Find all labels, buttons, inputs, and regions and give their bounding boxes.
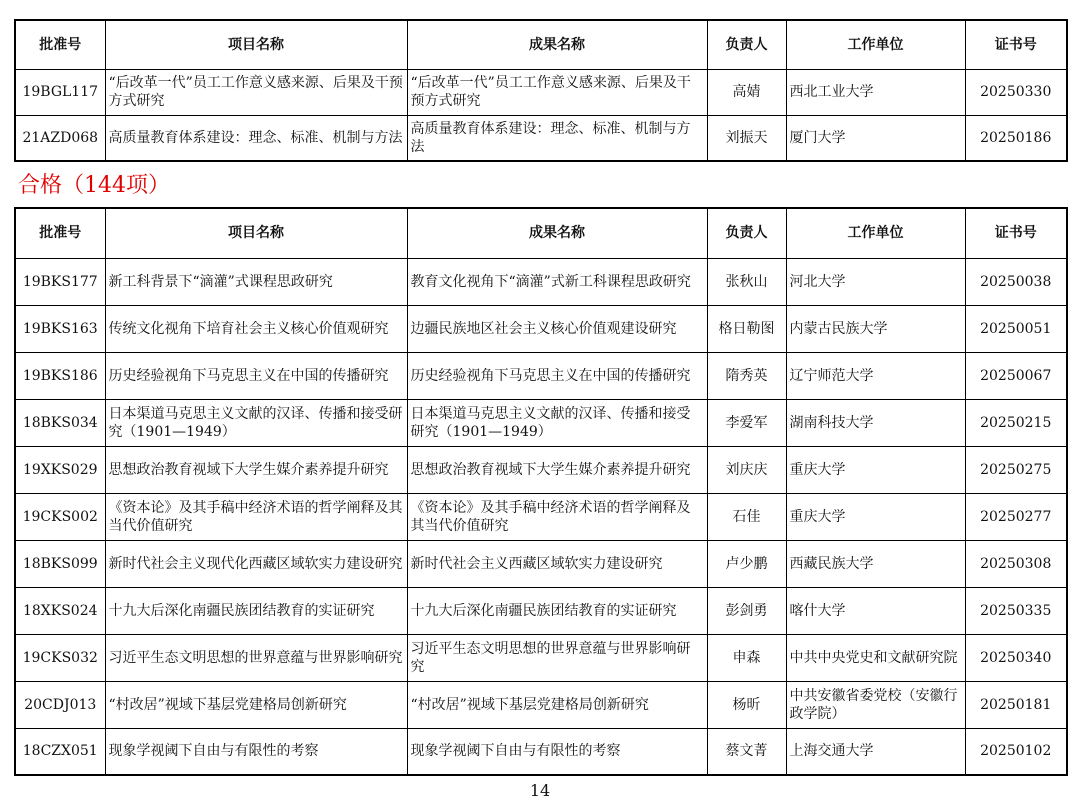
leader-cell: 卢少鹏 (707, 540, 786, 587)
header-result-name: 成果名称 (407, 208, 707, 258)
table-row (15, 115, 1067, 161)
unit-cell: 西藏民族大学 (786, 540, 965, 587)
header-leader: 负责人 (707, 20, 786, 69)
leader-cell: 石佳 (707, 493, 786, 540)
approval-no-cell: 19BGL117 (15, 69, 105, 115)
table-row (15, 258, 1067, 305)
approval-no-cell: 18BKS099 (15, 540, 105, 587)
result-name-cell: 边疆民族地区社会主义核心价值观建设研究 (407, 305, 707, 352)
result-name-cell: 《资本论》及其手稿中经济术语的哲学阐释及其当代价值研究 (407, 493, 707, 540)
unit-cell: 重庆大学 (786, 446, 965, 493)
table-row (15, 587, 1067, 634)
approval-no-cell: 18XKS024 (15, 587, 105, 634)
approval-no-cell: 18BKS034 (15, 399, 105, 446)
result-name-cell: “后改革一代”员工工作意义感来源、后果及干预方式研究 (407, 69, 707, 115)
unit-cell: 中共安徽省委党校（安徽行政学院） (786, 681, 965, 728)
table-row (15, 305, 1067, 352)
approval-no-cell: 19BKS186 (15, 352, 105, 399)
header-approval-no: 批准号 (15, 208, 105, 258)
unit-cell: 辽宁师范大学 (786, 352, 965, 399)
result-name-cell: 日本渠道马克思主义文献的汉译、传播和接受研究（1901—1949） (407, 399, 707, 446)
unit-cell: 内蒙古民族大学 (786, 305, 965, 352)
table-row (15, 352, 1067, 399)
leader-cell: 申森 (707, 634, 786, 681)
project-name-cell: 高质量教育体系建设：理念、标准、机制与方法 (105, 115, 407, 161)
leader-cell: 张秋山 (707, 258, 786, 305)
header-project-name: 项目名称 (105, 208, 407, 258)
header-unit: 工作单位 (786, 20, 965, 69)
table-row (15, 493, 1067, 540)
project-name-cell: 现象学视阈下自由与有限性的考察 (105, 728, 407, 775)
project-name-cell: 日本渠道马克思主义文献的汉译、传播和接受研究（1901—1949） (105, 399, 407, 446)
result-name-cell: 思想政治教育视域下大学生媒介素养提升研究 (407, 446, 707, 493)
cert-no-cell: 20250335 (965, 587, 1067, 634)
page-number: 14 (529, 781, 551, 800)
unit-cell: 上海交通大学 (786, 728, 965, 775)
results-table-qualified (14, 207, 1068, 776)
cert-no-cell: 20250277 (965, 493, 1067, 540)
unit-cell: 河北大学 (786, 258, 965, 305)
result-name-cell: 新时代社会主义西藏区域软实力建设研究 (407, 540, 707, 587)
unit-cell: 西北工业大学 (786, 69, 965, 115)
approval-no-cell: 19CKS032 (15, 634, 105, 681)
approval-no-cell: 21AZD068 (15, 115, 105, 161)
approval-no-cell: 19CKS002 (15, 493, 105, 540)
leader-cell: 隋秀英 (707, 352, 786, 399)
header-approval-no: 批准号 (15, 20, 105, 69)
table-header-row (15, 208, 1067, 258)
unit-cell: 厦门大学 (786, 115, 965, 161)
cert-no-cell: 20250186 (965, 115, 1067, 161)
cert-no-cell: 20250330 (965, 69, 1067, 115)
unit-cell: 重庆大学 (786, 493, 965, 540)
table-row (15, 446, 1067, 493)
approval-no-cell: 19BKS163 (15, 305, 105, 352)
project-name-cell: “村改居”视域下基层党建格局创新研究 (105, 681, 407, 728)
result-name-cell: 现象学视阈下自由与有限性的考察 (407, 728, 707, 775)
table-row (15, 399, 1067, 446)
approval-no-cell: 19BKS177 (15, 258, 105, 305)
leader-cell: 格日勒图 (707, 305, 786, 352)
result-name-cell: 习近平生态文明思想的世界意蕴与世界影响研究 (407, 634, 707, 681)
approval-no-cell: 20CDJ013 (15, 681, 105, 728)
project-name-cell: 《资本论》及其手稿中经济术语的哲学阐释及其当代价值研究 (105, 493, 407, 540)
project-name-cell: 新时代社会主义现代化西藏区域软实力建设研究 (105, 540, 407, 587)
leader-cell: 李爱军 (707, 399, 786, 446)
table-header-row (15, 20, 1067, 69)
project-name-cell: 传统文化视角下培育社会主义核心价值观研究 (105, 305, 407, 352)
section-title-qualified: 合格（144项） (18, 173, 170, 198)
leader-cell: 高婧 (707, 69, 786, 115)
project-name-cell: 思想政治教育视域下大学生媒介素养提升研究 (105, 446, 407, 493)
cert-no-cell: 20250051 (965, 305, 1067, 352)
leader-cell: 蔡文菁 (707, 728, 786, 775)
project-name-cell: 十九大后深化南疆民族团结教育的实证研究 (105, 587, 407, 634)
result-name-cell: 高质量教育体系建设：理念、标准、机制与方法 (407, 115, 707, 161)
approval-no-cell: 18CZX051 (15, 728, 105, 775)
table-row (15, 728, 1067, 775)
approval-no-cell: 19XKS029 (15, 446, 105, 493)
project-name-cell: 习近平生态文明思想的世界意蕴与世界影响研究 (105, 634, 407, 681)
result-name-cell: 教育文化视角下“滴灌”式新工科课程思政研究 (407, 258, 707, 305)
table-row (15, 540, 1067, 587)
cert-no-cell: 20250340 (965, 634, 1067, 681)
cert-no-cell: 20250181 (965, 681, 1067, 728)
header-cert-no: 证书号 (965, 20, 1067, 69)
cert-no-cell: 20250308 (965, 540, 1067, 587)
result-name-cell: 历史经验视角下马克思主义在中国的传播研究 (407, 352, 707, 399)
table-row (15, 634, 1067, 681)
header-project-name: 项目名称 (105, 20, 407, 69)
leader-cell: 刘振天 (707, 115, 786, 161)
project-name-cell: 新工科背景下“滴灌”式课程思政研究 (105, 258, 407, 305)
table-row (15, 69, 1067, 115)
cert-no-cell: 20250215 (965, 399, 1067, 446)
unit-cell: 湖南科技大学 (786, 399, 965, 446)
project-name-cell: 历史经验视角下马克思主义在中国的传播研究 (105, 352, 407, 399)
header-result-name: 成果名称 (407, 20, 707, 69)
results-table-excellent (14, 19, 1068, 162)
project-name-cell: “后改革一代”员工工作意义感来源、后果及干预方式研究 (105, 69, 407, 115)
result-name-cell: 十九大后深化南疆民族团结教育的实证研究 (407, 587, 707, 634)
leader-cell: 彭剑勇 (707, 587, 786, 634)
header-leader: 负责人 (707, 208, 786, 258)
table-row (15, 681, 1067, 728)
leader-cell: 刘庆庆 (707, 446, 786, 493)
unit-cell: 喀什大学 (786, 587, 965, 634)
leader-cell: 杨昕 (707, 681, 786, 728)
cert-no-cell: 20250038 (965, 258, 1067, 305)
unit-cell: 中共中央党史和文献研究院 (786, 634, 965, 681)
header-cert-no: 证书号 (965, 208, 1067, 258)
cert-no-cell: 20250102 (965, 728, 1067, 775)
result-name-cell: “村改居”视域下基层党建格局创新研究 (407, 681, 707, 728)
header-unit: 工作单位 (786, 208, 965, 258)
cert-no-cell: 20250275 (965, 446, 1067, 493)
cert-no-cell: 20250067 (965, 352, 1067, 399)
